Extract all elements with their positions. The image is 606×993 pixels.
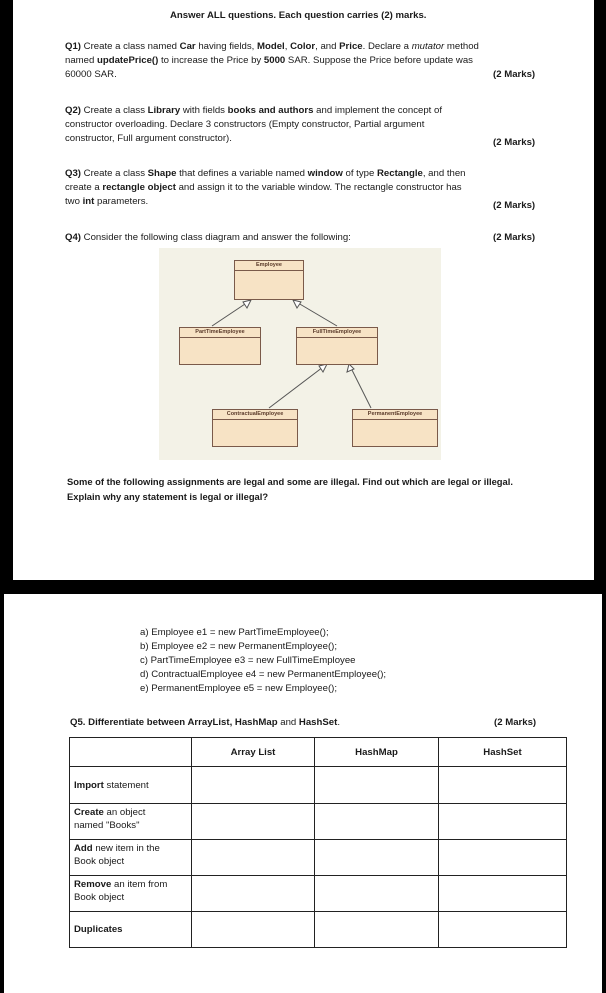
answer-cell[interactable] [315,840,439,876]
q5-marks: (2 Marks) [494,717,537,728]
col-hashmap: HashMap [315,738,439,767]
class-employee: Employee [234,260,304,300]
answer-cell[interactable] [192,767,315,804]
assignment-b: b) Employee e2 = new PermanentEmployee(); [140,641,338,652]
answer-cell[interactable] [192,804,315,840]
table-row [70,804,567,840]
table-corner-cell [70,738,192,767]
answer-cell[interactable] [439,912,567,948]
answer-cell[interactable] [192,876,315,912]
row-label-duplicates: Duplicates [70,912,192,948]
answer-cell[interactable] [439,840,567,876]
exam-header: Answer ALL questions. Each question carries (2) marks. [170,10,427,21]
table-row [70,912,567,948]
class-contractual-employee: ContractualEmployee [212,409,298,447]
q4-instruction-2: Explain why any statement is legal or illegal? [67,491,269,502]
col-hashset: HashSet [439,738,567,767]
class-permanent-employee: PermanentEmployee [352,409,438,447]
arrowhead-contractual [319,364,327,372]
arrowhead-parttime [243,300,251,308]
answer-cell[interactable] [192,840,315,876]
arrowhead-fulltime [293,300,301,308]
table-header-row [70,738,567,767]
q3-marks: (2 Marks) [493,200,536,211]
row-label-remove: Remove an item from Book object [70,876,192,912]
answer-cell[interactable] [439,876,567,912]
q5-line-1: Q5. Differentiate between ArrayList, HashMap and HashSet. [70,717,340,728]
answer-cell[interactable] [315,912,439,948]
row-label-import: Import statement [70,767,192,804]
answer-cell[interactable] [439,767,567,804]
arrow-permanent-fulltime [349,364,371,408]
q3-line-3: two int parameters. [65,196,149,207]
arrow-contractual-fulltime [269,364,327,408]
assignment-c: c) PartTimeEmployee e3 = new FullTimeEmployee [140,655,356,666]
comparison-table [69,737,567,948]
q1-line-3: 60000 SAR. [65,69,117,80]
q1-marks: (2 Marks) [493,69,536,80]
q4-line-1: Q4) Consider the following class diagram and answer the following: [65,232,351,243]
page-1 [13,0,594,580]
assignment-d: d) ContractualEmployee e4 = new PermanentEmployee(); [140,669,387,680]
q4-instruction-1: Some of the following assignments are legal and some are illegal. Find out which are legal or illegal. [67,476,513,487]
answer-cell[interactable] [315,804,439,840]
row-label-add: Add new item in the Book object [70,840,192,876]
q3-line-1: Q3) Create a class Shape that defines a variable named window of type Rectangle, and then [65,168,466,179]
answer-cell[interactable] [439,804,567,840]
class-parttime-employee: PartTimeEmployee [179,327,261,365]
class-diagram [159,248,441,460]
q1-line-1: Q1) Create a class named Car having fields, Model, Color, and Price. Declare a mutator method [65,41,479,52]
class-fulltime-employee: FullTimeEmployee [296,327,378,365]
q2-line-1: Q2) Create a class Library with fields books and authors and implement the concept of [65,105,443,116]
answer-cell[interactable] [315,876,439,912]
table-row [70,767,567,804]
assignment-e: e) PermanentEmployee e5 = new Employee(); [140,683,338,694]
row-label-create: Create an object named "Books" [70,804,192,840]
page-2 [4,594,602,993]
table-row [70,876,567,912]
q2-line-2: constructor overloading. Declare 3 constructors (Empty constructor, Partial argument [65,119,425,130]
q2-marks: (2 Marks) [493,137,536,148]
col-array-list: Array List [192,738,315,767]
answer-cell[interactable] [192,912,315,948]
q1-line-2: named updatePrice() to increase the Price by 5000 SAR. Suppose the Price before update was [65,55,473,66]
q4-marks: (2 Marks) [493,232,536,243]
q3-line-2: create a rectangle object and assign it to the variable window. The rectangle constructor has [65,182,462,193]
table-row [70,840,567,876]
answer-cell[interactable] [315,767,439,804]
q2-line-3: constructor, Full argument constructor). [65,133,232,144]
assignment-a: a) Employee e1 = new PartTimeEmployee(); [140,627,329,638]
